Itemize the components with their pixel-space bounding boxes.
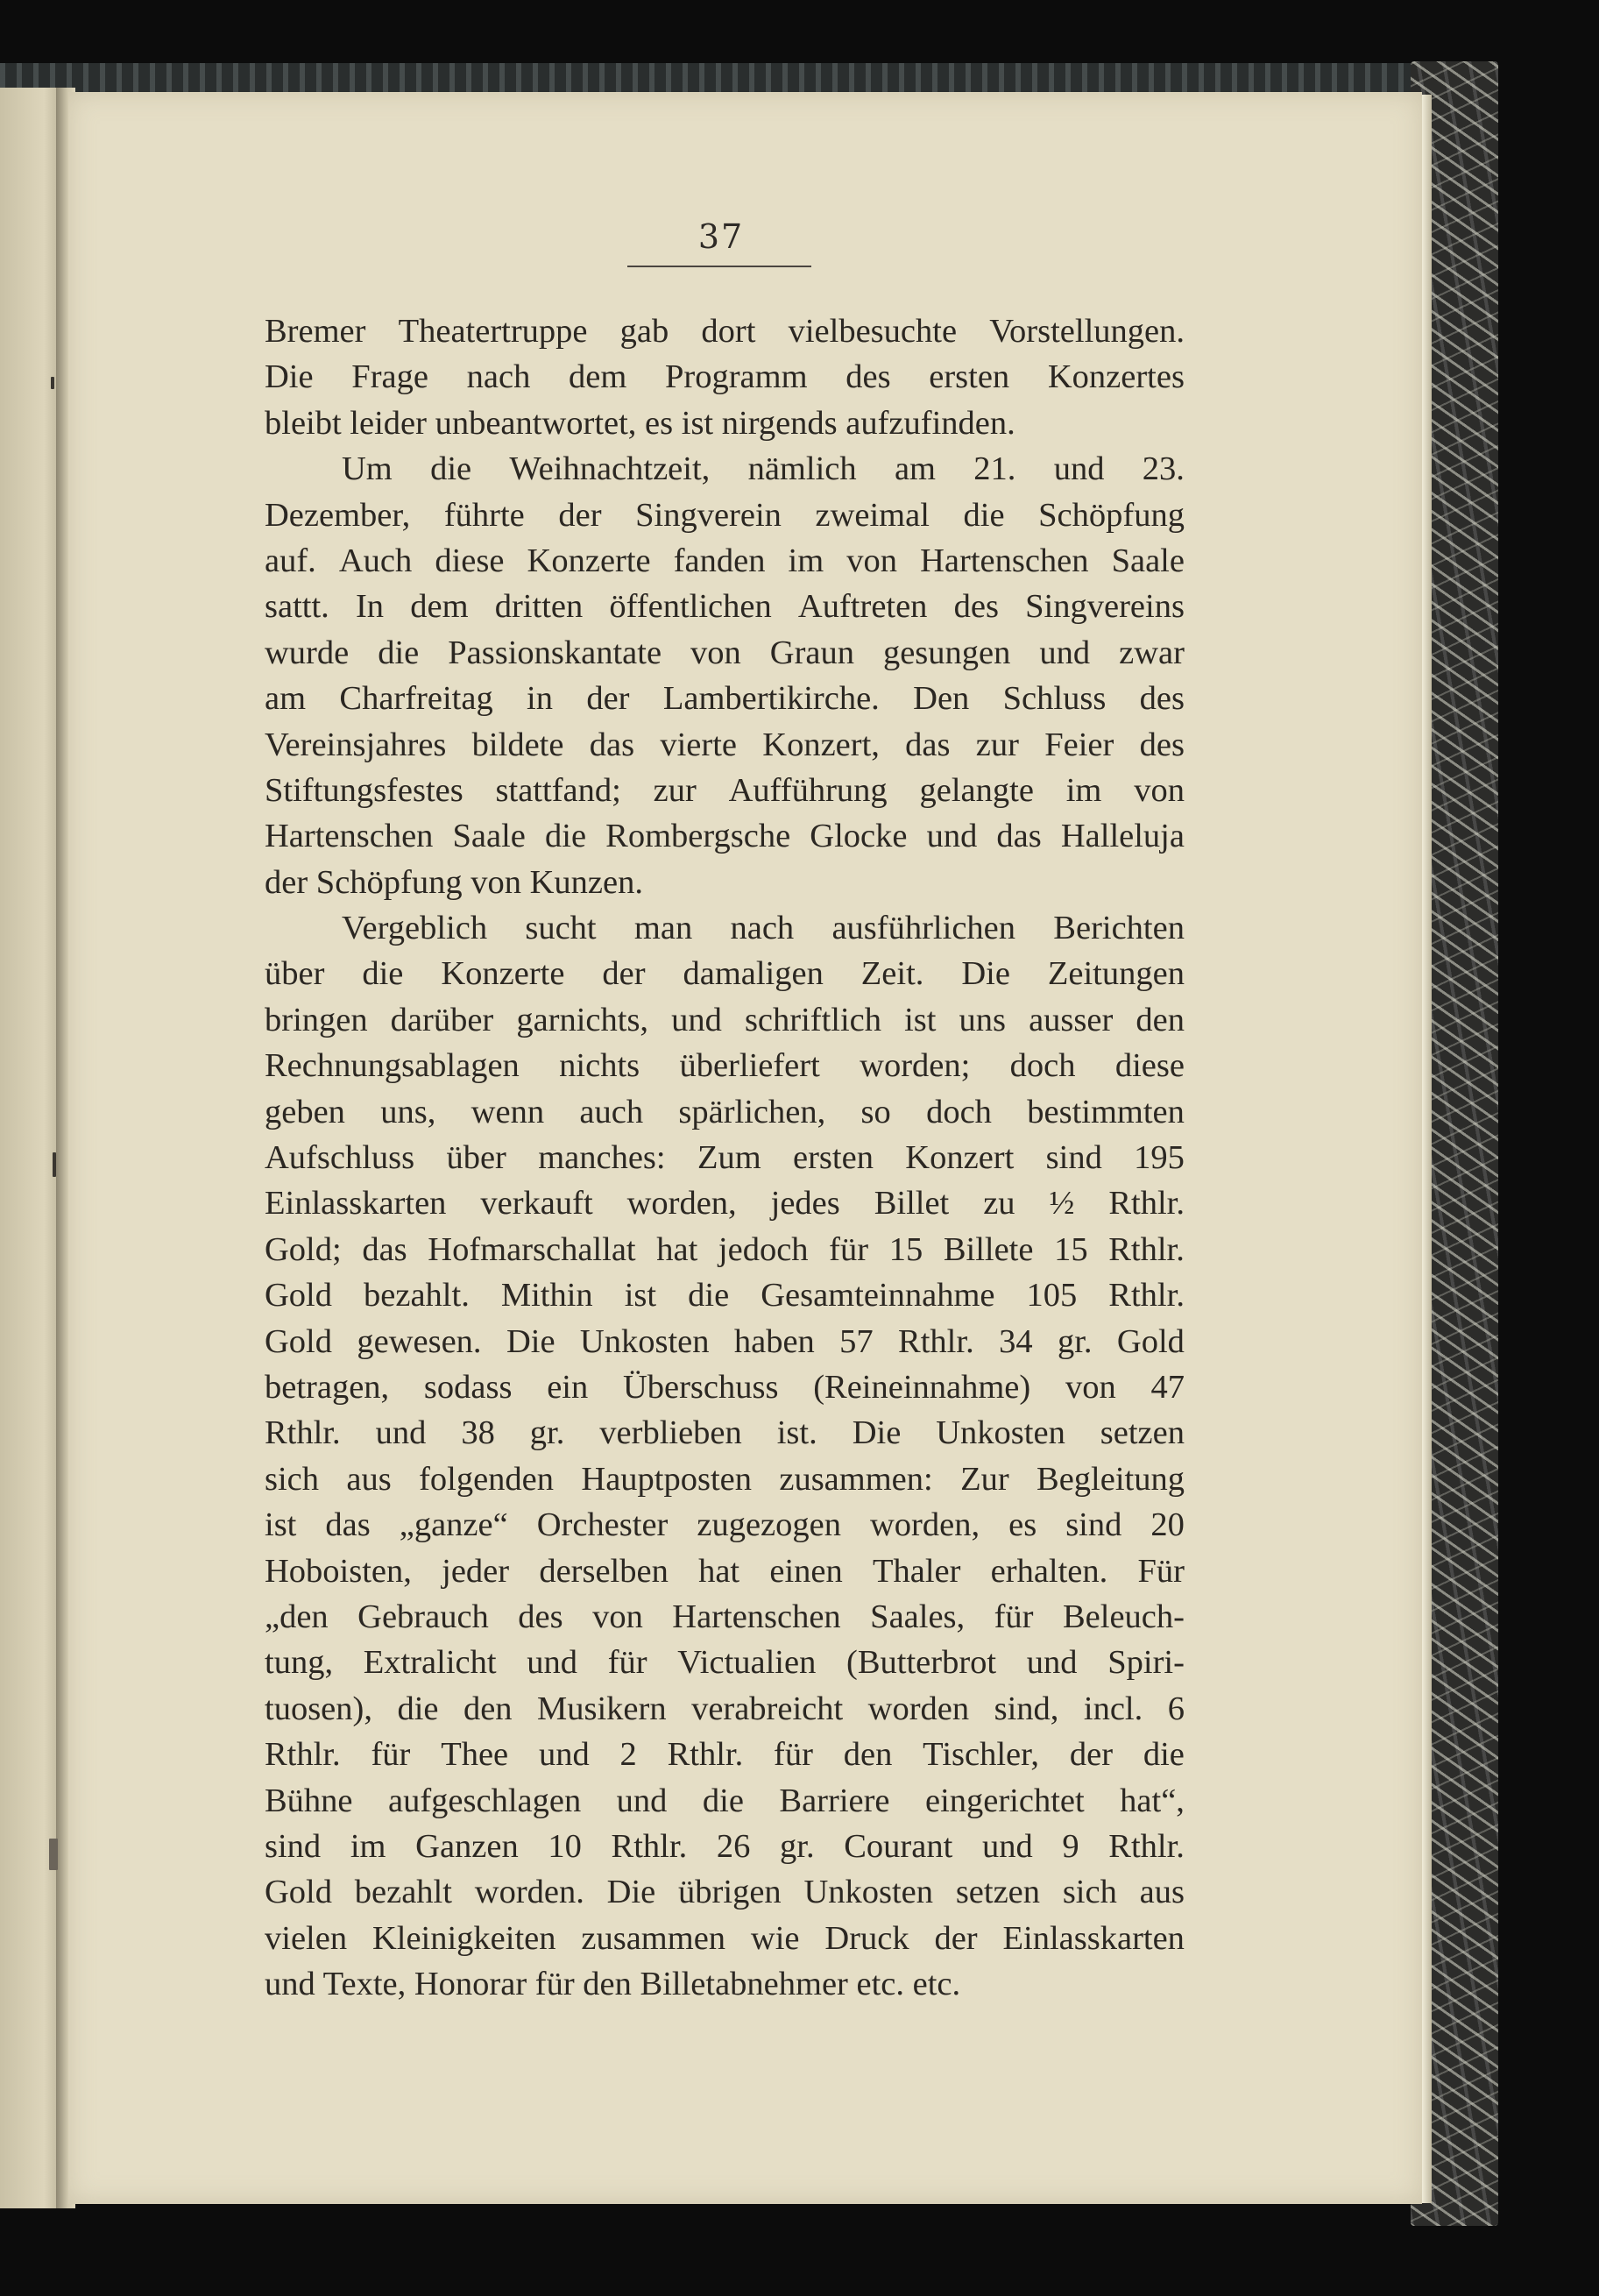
text-line: Gold; das Hofmarschallat hat jedoch für 15 Billete 15 Rthlr. bbox=[265, 1230, 1185, 1268]
text-line: „den Gebrauch des von Hartenschen Saales, für Beleuch- bbox=[265, 1598, 1185, 1635]
text-line: Bühne aufgeschlagen und die Barriere eingerichtet hat“, bbox=[265, 1782, 1185, 1819]
text-line: Hartenschen Saale die Rombergsche Glocke und das Halleluja bbox=[265, 818, 1185, 855]
facing-page-mark bbox=[53, 1152, 56, 1177]
text-line: Rthlr. und 38 gr. verblieben ist. Die Unkosten setzen bbox=[265, 1414, 1185, 1452]
facing-page-mark bbox=[51, 377, 54, 389]
text-line: Stiftungsfestes stattfand; zur Aufführung gelangte im von bbox=[265, 771, 1185, 809]
text-line: Rthlr. für Thee und 2 Rthlr. für den Tischler, der die bbox=[265, 1736, 1185, 1774]
text-line: Bremer Theatertruppe gab dort vielbesuchte Vorstellungen. bbox=[265, 313, 1185, 350]
text-line: bringen darüber garnichts, und schriftlich ist uns ausser den bbox=[265, 1001, 1185, 1038]
text-line: Hoboisten, jeder derselben hat einen Thaler erhalten. Für bbox=[265, 1552, 1185, 1590]
text-line: Vereinsjahres bildete das vierte Konzert, das zur Feier des bbox=[265, 726, 1185, 763]
body-text bbox=[265, 308, 1185, 2007]
text-line: geben uns, wenn auch spärlichen, so doch bestimmten bbox=[265, 1093, 1185, 1130]
text-line: sind im Ganzen 10 Rthlr. 26 gr. Courant und 9 Rthlr. bbox=[265, 1827, 1185, 1865]
text-line: Einlasskarten verkauft worden, jedes Billet zu ½ Rthlr. bbox=[265, 1185, 1185, 1222]
text-line: Aufschluss über manches: Zum ersten Konzert sind 195 bbox=[265, 1139, 1185, 1177]
text-line: Gold gewesen. Die Unkosten haben 57 Rthlr. 34 gr. Gold bbox=[265, 1322, 1185, 1360]
text-line: tuosen), die den Musikern verabreicht worden sind, incl. 6 bbox=[265, 1690, 1185, 1727]
page-number: 37 bbox=[697, 217, 745, 256]
text-line: Vergeblich sucht man nach ausführlichen Berichten bbox=[342, 910, 1185, 947]
text-line: Dezember, führte der Singverein zweimal die Schöpfung bbox=[265, 496, 1185, 534]
facing-page-mark bbox=[49, 1839, 58, 1870]
text-line: Die Frage nach dem Programm des ersten Konzertes bbox=[265, 358, 1185, 396]
text-line: Rechnungsablagen nichts überliefert worden; doch diese bbox=[265, 1047, 1185, 1085]
text-line: betragen, sodass ein Überschuss (Reineinnahme) von 47 bbox=[265, 1368, 1185, 1406]
facing-page bbox=[0, 88, 63, 2208]
text-line: sich aus folgenden Hauptposten zusammen: Zur Begleitung bbox=[265, 1460, 1185, 1498]
text-line: Um die Weihnachtzeit, nämlich am 21. und 23. bbox=[342, 450, 1185, 488]
text-line: der Schöpfung von Kunzen. bbox=[265, 863, 643, 901]
text-line: bleibt leider unbeantwortet, es ist nirgends aufzufinden. bbox=[265, 404, 1015, 442]
text-line: Gold bezahlt. Mithin ist die Gesamteinnahme 105 Rthlr. bbox=[265, 1277, 1185, 1315]
text-line: am Charfreitag in der Lambertikirche. Den Schluss des bbox=[265, 680, 1185, 718]
text-line: wurde die Passionskantate von Graun gesungen und zwar bbox=[265, 634, 1185, 671]
header-rule bbox=[627, 266, 811, 267]
text-line: und Texte, Honorar für den Billetabnehmer etc. etc. bbox=[265, 1966, 961, 2003]
text-line: auf. Auch diese Konzerte fanden im von Hartenschen Saale bbox=[265, 542, 1185, 579]
text-line: tung, Extralicht und für Victualien (Butterbrot und Spiri- bbox=[265, 1644, 1185, 1682]
text-line: ist das „ganze“ Orchester zugezogen worden, es sind 20 bbox=[265, 1506, 1185, 1544]
text-line: Gold bezahlt worden. Die übrigen Unkosten setzen sich aus bbox=[265, 1874, 1185, 1911]
text-line: vielen Kleinigkeiten zusammen wie Druck der Einlasskarten bbox=[265, 1919, 1185, 1957]
text-line: sattt. In dem dritten öffentlichen Auftreten des Singvereins bbox=[265, 588, 1185, 626]
text-line: über die Konzerte der damaligen Zeit. Die Zeitungen bbox=[265, 955, 1185, 993]
